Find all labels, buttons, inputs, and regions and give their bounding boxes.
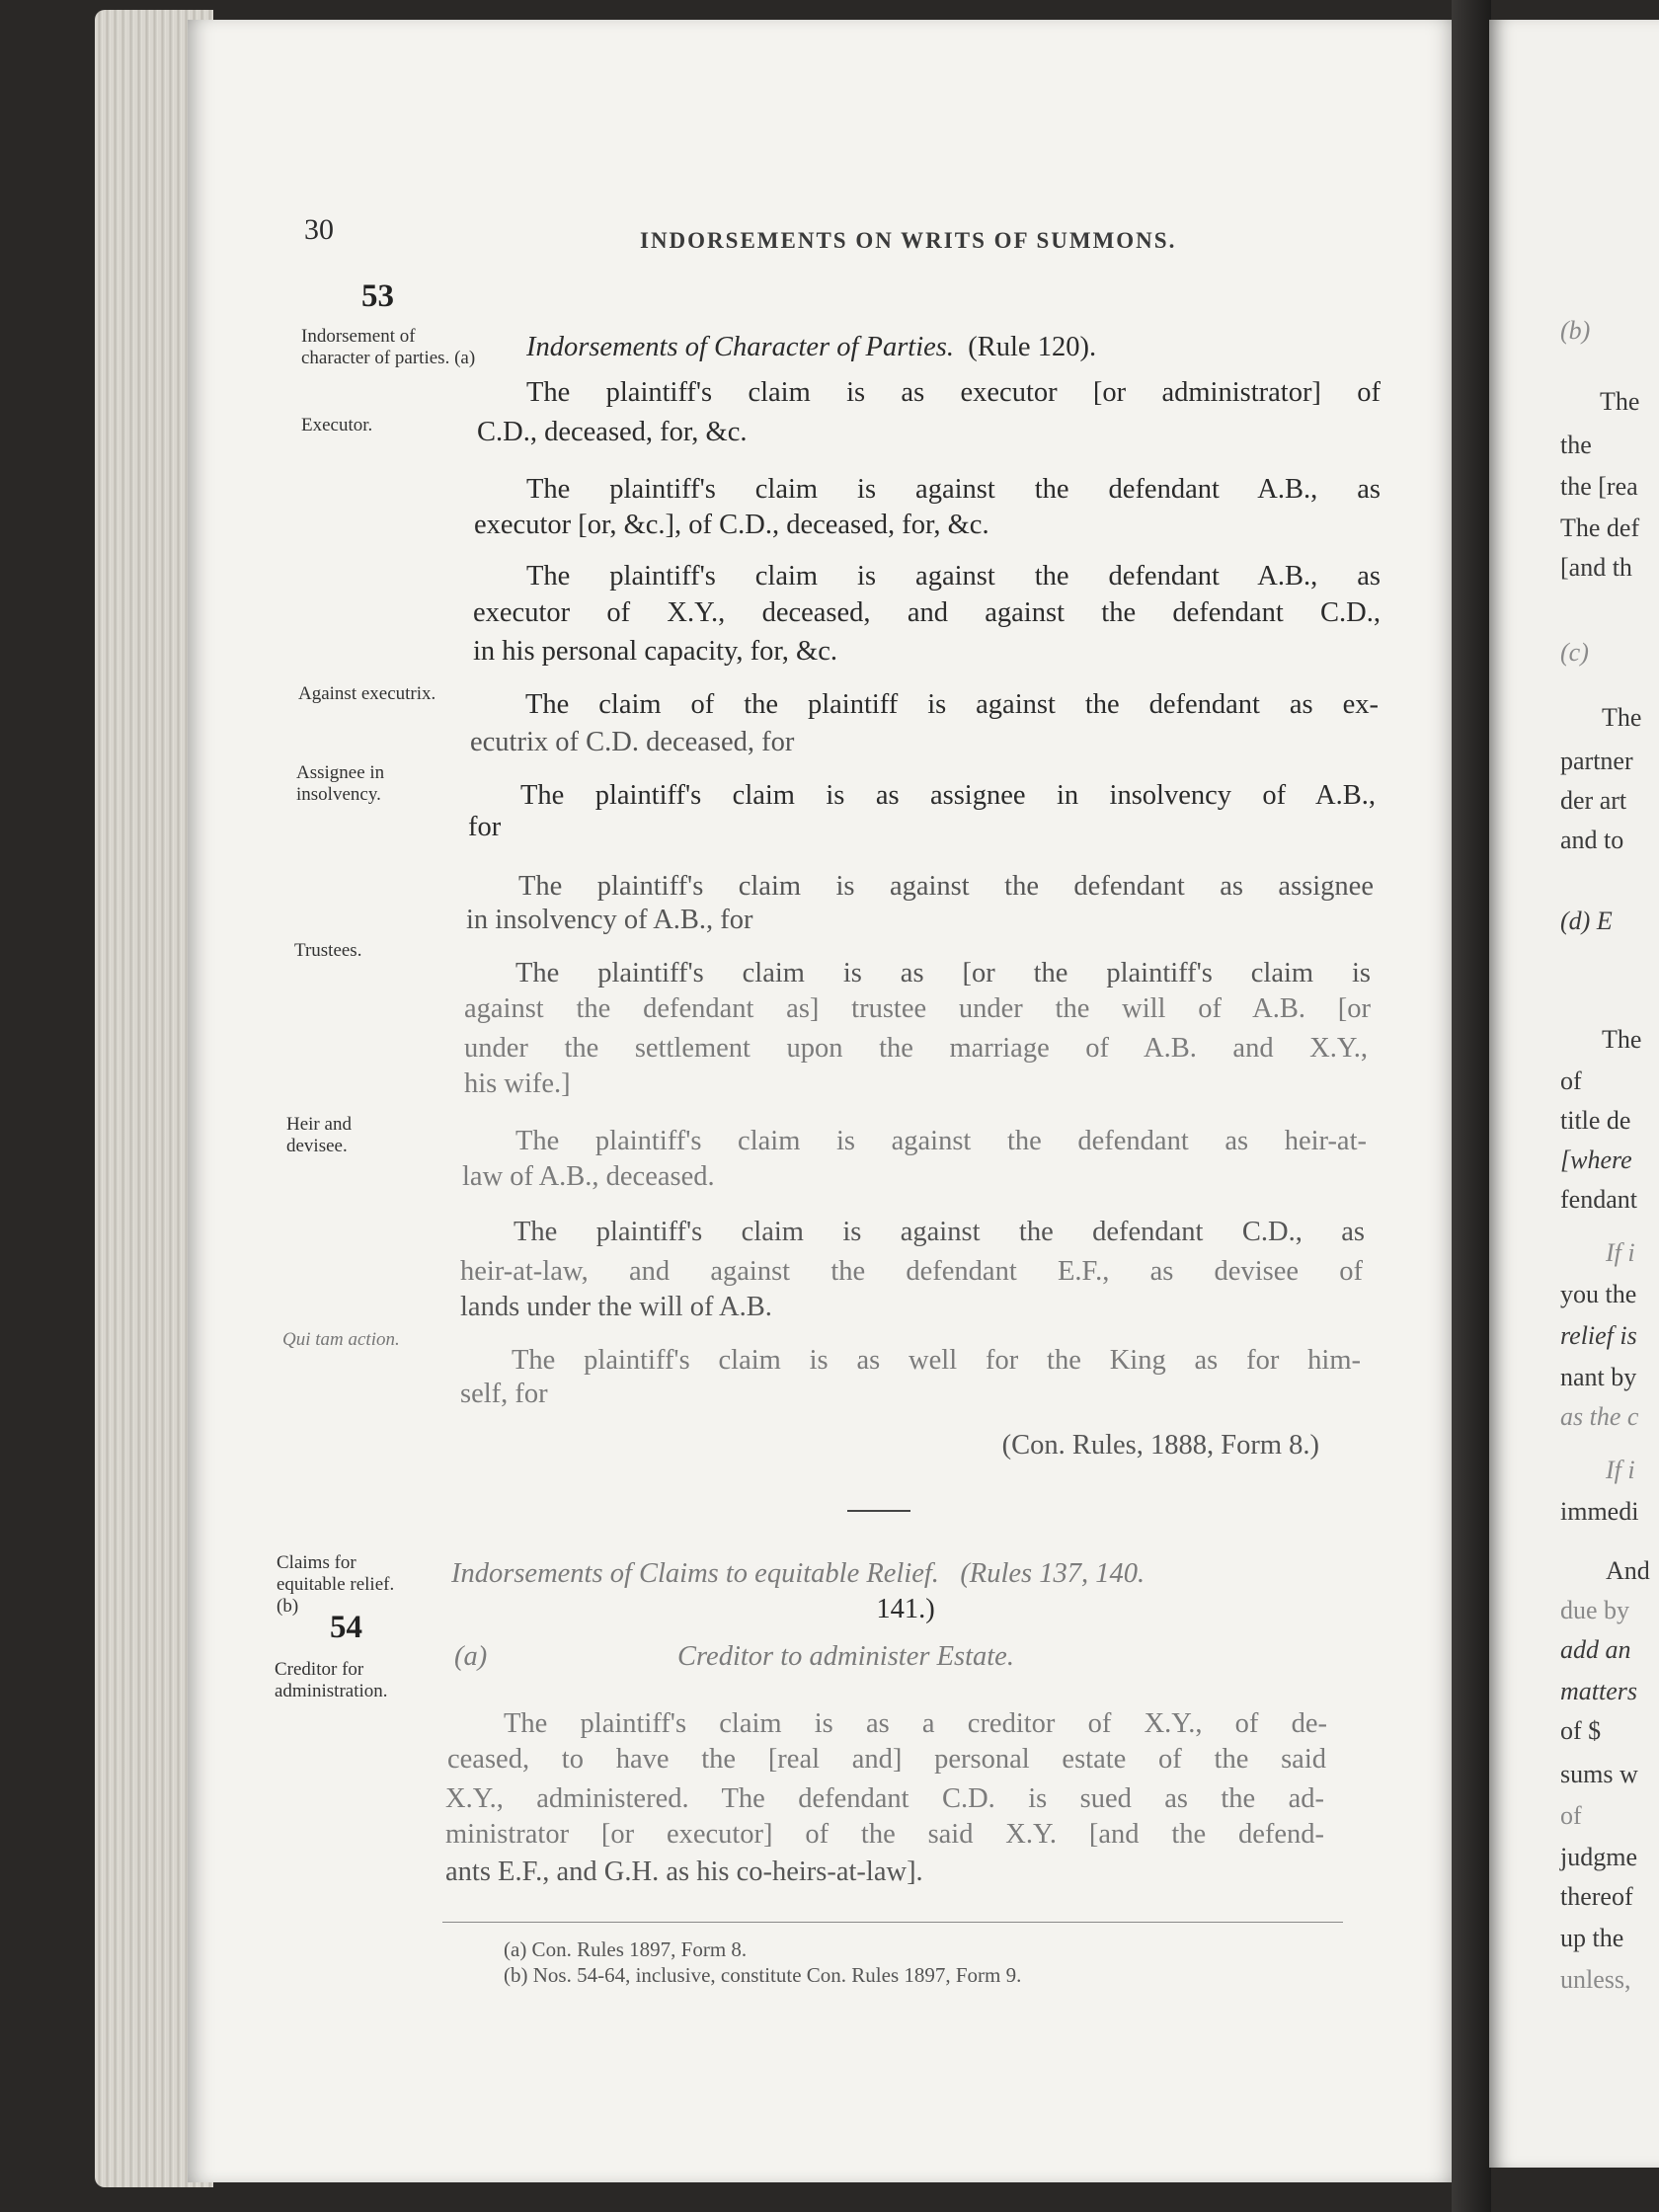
text-line: heir-at-law, and against the defendant E.F., as devisee of (460, 1256, 1363, 1287)
right-page-fragment: And (1606, 1556, 1650, 1585)
text-line: for (468, 812, 502, 842)
footnote-a: (a) Con. Rules 1897, Form 8. (504, 1937, 748, 1961)
right-page-fragment: of (1560, 1801, 1582, 1830)
text-line: The plaintiff's claim is against the defendant as assignee (518, 871, 1374, 902)
text-line: The plaintiff's claim is as [or the plaintiff's claim is (515, 958, 1371, 988)
right-page-fragment: The def (1560, 514, 1640, 542)
text-line: in insolvency of A.B., for (466, 905, 753, 935)
right-page-fragment: add an (1560, 1635, 1631, 1664)
running-head: INDORSEMENTS ON WRITS OF SUMMONS. (640, 228, 1177, 253)
sub-title-creditor: Creditor to administer Estate. (677, 1641, 1014, 1672)
right-page-fragment: judgme (1560, 1843, 1637, 1871)
text-line: lands under the will of A.B. (460, 1292, 772, 1322)
page-number: 30 (304, 213, 334, 246)
text-line: The claim of the plaintiff is against the defendant as ex- (525, 689, 1379, 720)
right-page-fragment: partner (1560, 747, 1633, 775)
sub-label-a: (a) (454, 1641, 488, 1672)
right-page-fragment: relief is (1560, 1321, 1637, 1350)
margin-note-executrix: Against executrix. (298, 683, 436, 704)
text-line: his wife.] (464, 1068, 571, 1099)
text-line: The plaintiff's claim is as a creditor of X.Y., of de- (504, 1708, 1327, 1739)
text-line: under the settlement upon the marriage of A.B. and X.Y., (464, 1033, 1368, 1064)
margin-note-assignee: Assignee in insolvency. (296, 762, 385, 805)
text-line: ants E.F., and G.H. as his co-heirs-at-law]. (445, 1856, 923, 1887)
section-divider (847, 1510, 910, 1512)
text-line: The plaintiff's claim is as executor [or administrator] of (526, 377, 1381, 408)
right-page-fragment: immedi (1560, 1497, 1639, 1526)
text-line: The plaintiff's claim is against the defendant C.D., as (514, 1217, 1365, 1247)
right-page-fragment: fendant (1560, 1185, 1637, 1214)
right-page-fragment: and to (1560, 826, 1624, 854)
right-page-fragment: der art (1560, 786, 1627, 815)
right-page-fragment: the (1560, 431, 1592, 459)
right-page-fragment: The (1600, 387, 1640, 416)
text-line: ceased, to have the [real and] personal estate of the said (447, 1744, 1326, 1775)
right-page-fragment: [and th (1560, 553, 1632, 582)
text-line: in his personal capacity, for, &c. (473, 636, 837, 667)
margin-note-character: Indorsement of character of parties. (a) (301, 326, 476, 368)
right-page-fragment: (c) (1560, 638, 1589, 667)
margin-note-creditor: Creditor for administration. (275, 1659, 388, 1701)
right-page-fragment: nant by (1560, 1363, 1637, 1391)
right-page-fragment: [where (1560, 1146, 1632, 1174)
section-heading-character (526, 330, 1346, 365)
right-page-fragment: as the c (1560, 1402, 1639, 1431)
right-page-fragment: title de (1560, 1106, 1631, 1135)
right-page-fragment: (d) E (1560, 907, 1613, 935)
text-line: The plaintiff's claim is against the defendant A.B., as (526, 561, 1381, 592)
right-page-fragment: of $ (1560, 1716, 1602, 1745)
footnote-rule (442, 1922, 1343, 1923)
text-line: ecutrix of C.D. deceased, for (470, 727, 795, 757)
right-page-fragment: matters (1560, 1677, 1637, 1705)
text-line: ministrator [or executor] of the said X.Y. [and the defend- (445, 1819, 1324, 1850)
right-page-fragment: the [rea (1560, 472, 1638, 501)
margin-note-executor: Executor. (301, 415, 373, 435)
rule-number-54: 54 (330, 1610, 362, 1645)
text-line: The plaintiff's claim is against the defendant A.B., as (526, 474, 1381, 505)
text-line: The plaintiff's claim is as well for the King as for him- (512, 1345, 1361, 1376)
text-line: The plaintiff's claim is against the defendant as heir-at- (515, 1126, 1367, 1156)
right-page-fragment: due by (1560, 1596, 1630, 1624)
right-page-fragment: unless, (1560, 1965, 1631, 1994)
text-line: C.D., deceased, for, &c. (477, 417, 748, 447)
footnote-b: (b) Nos. 54-64, inclusive, constitute Con. Rules 1897, Form 9. (504, 1963, 1022, 1987)
right-page-fragment: The (1602, 1025, 1642, 1054)
margin-note-trustees: Trustees. (294, 940, 362, 961)
book-spine (1452, 0, 1491, 2212)
heading-equitable-title: Indorsements of Claims to equitable Relief. (451, 1558, 939, 1589)
right-page-fragment: thereof (1560, 1882, 1633, 1911)
heading-rule: (Rule 120). (968, 332, 1097, 362)
text-line: against the defendant as] trustee under the will of A.B. [or (464, 993, 1371, 1024)
right-page-fragment: If i (1606, 1238, 1635, 1267)
heading-equitable-rules: (Rules 137, 140. (960, 1558, 1146, 1589)
text-line: The plaintiff's claim is as assignee in insolvency of A.B., (520, 780, 1376, 811)
heading-equitable-rules-cont: 141.) (876, 1594, 935, 1624)
right-page-fragment: If i (1606, 1456, 1635, 1484)
margin-note-qui-tam: Qui tam action. (282, 1329, 400, 1350)
right-page-fragment: sums w (1560, 1760, 1638, 1788)
right-page-fragment: of (1560, 1066, 1582, 1095)
heading-title: Indorsements of Character of Parties. (526, 332, 955, 362)
text-line: executor [or, &c.], of C.D., deceased, for, &c. (474, 510, 989, 540)
source-citation: (Con. Rules, 1888, Form 8.) (1001, 1430, 1319, 1461)
right-page-fragment: you the (1560, 1280, 1637, 1308)
text-line: self, for (460, 1379, 548, 1409)
rule-number-53: 53 (361, 278, 394, 314)
text-line: law of A.B., deceased. (462, 1161, 715, 1192)
section-heading-equitable (451, 1556, 1360, 1592)
right-page-fragment: The (1602, 703, 1642, 732)
right-page-fragment: up the (1560, 1924, 1624, 1952)
margin-note-heir: Heir and devisee. (286, 1114, 352, 1156)
right-page-fragment: (b) (1560, 316, 1591, 345)
text-line: X.Y., administered. The defendant C.D. is sued as the ad- (445, 1783, 1324, 1814)
text-line: executor of X.Y., deceased, and against the defendant C.D., (473, 597, 1381, 628)
margin-note-equitable: Claims for equitable relief. (b) (276, 1552, 395, 1617)
